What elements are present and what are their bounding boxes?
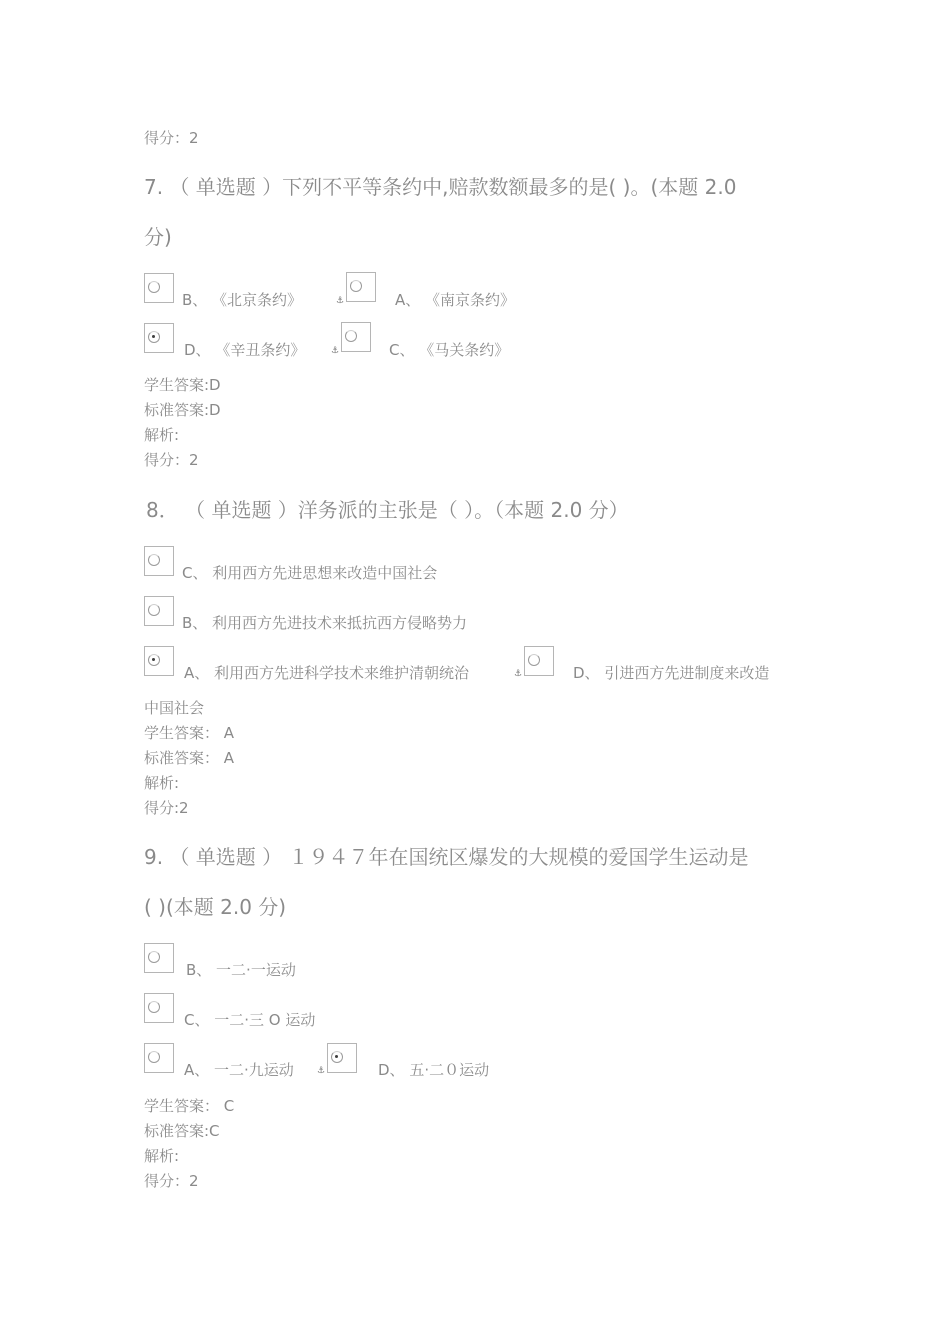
- q7-option-b-label: B、 《北京条约》: [182, 291, 303, 309]
- q9-option-a-radio[interactable]: [144, 1043, 174, 1073]
- question-9-title: 9. （ 单选题 ） １９４７年在国统区爆发的大规模的爱国学生运动是: [144, 845, 749, 869]
- q8-option-d-label: D、 引进西方先进制度来改造: [573, 664, 770, 682]
- standard-answer: 标准答案： A: [144, 749, 235, 767]
- q8-option-a-radio[interactable]: [144, 646, 174, 676]
- question-8-title: 8． （ 单选题 ）洋务派的主张是（ ）。（本题 2.0 分）: [146, 498, 629, 522]
- q7-option-a-radio[interactable]: [346, 272, 376, 302]
- radio-unchecked-icon: [148, 554, 160, 566]
- q7-option-d-radio[interactable]: [144, 323, 174, 353]
- anchor-icon: ⚓: [514, 669, 523, 679]
- question-7-title: 7. （ 单选题 ）下列不平等条约中,赔款数额最多的是( )。(本题 2.0: [144, 175, 737, 199]
- radio-checked-icon: [148, 654, 160, 666]
- q9-option-c-radio[interactable]: [144, 993, 174, 1023]
- q8-option-d-radio[interactable]: [524, 646, 554, 676]
- q8-option-b-label: B、 利用西方先进技术来抵抗西方侵略势力: [182, 614, 468, 632]
- q8-option-b-radio[interactable]: [144, 596, 174, 626]
- q8-option-a-label: A、 利用西方先进科学技术来维护清朝统治: [184, 664, 470, 682]
- question-7-title-continued: 分): [144, 225, 172, 249]
- q9-option-b-radio[interactable]: [144, 943, 174, 973]
- score-text: 得分：2: [144, 1172, 199, 1190]
- standard-answer: 标准答案:D: [144, 401, 221, 419]
- question-9-title-continued: ( )(本题 2.0 分): [144, 895, 287, 919]
- radio-unchecked-icon: [148, 604, 160, 616]
- student-answer: 学生答案： C: [144, 1097, 235, 1115]
- q8-option-d-label-continued: 中国社会: [144, 699, 205, 717]
- radio-checked-icon: [331, 1051, 343, 1063]
- q9-option-d-label: D、 五·二０运动: [378, 1061, 490, 1079]
- analysis-label: 解析:: [144, 774, 180, 792]
- radio-unchecked-icon: [148, 281, 160, 293]
- student-answer: 学生答案:D: [144, 376, 221, 394]
- q8-option-c-label: C、 利用西方先进思想来改造中国社会: [182, 564, 438, 582]
- radio-unchecked-icon: [148, 1001, 160, 1013]
- analysis-label: 解析:: [144, 1147, 180, 1165]
- q7-option-c-label: C、 《马关条约》: [389, 341, 510, 359]
- radio-unchecked-icon: [148, 1051, 160, 1063]
- analysis-label: 解析:: [144, 426, 180, 444]
- score-text: 得分:2: [144, 799, 189, 817]
- student-answer: 学生答案： A: [144, 724, 235, 742]
- q9-option-b-label: B、 一二·一运动: [186, 961, 296, 979]
- radio-unchecked-icon: [350, 280, 362, 292]
- anchor-icon: ⚓: [317, 1066, 326, 1076]
- q9-option-c-label: C、 一二·三 O 运动: [184, 1011, 316, 1029]
- q9-option-a-label: A、 一二·九运动: [184, 1061, 294, 1079]
- q7-option-b-radio[interactable]: [144, 273, 174, 303]
- q9-option-d-radio[interactable]: [327, 1043, 357, 1073]
- standard-answer: 标准答案:C: [144, 1122, 220, 1140]
- q7-option-c-radio[interactable]: [341, 322, 371, 352]
- radio-unchecked-icon: [528, 654, 540, 666]
- q8-option-c-radio[interactable]: [144, 546, 174, 576]
- score-text: 得分：2: [144, 451, 199, 469]
- radio-unchecked-icon: [345, 330, 357, 342]
- radio-checked-icon: [148, 331, 160, 343]
- anchor-icon: ⚓: [336, 296, 345, 306]
- anchor-icon: ⚓: [331, 346, 340, 356]
- q7-option-d-label: D、 《辛丑条约》: [184, 341, 306, 359]
- q7-option-a-label: A、 《南京条约》: [395, 291, 516, 309]
- radio-unchecked-icon: [148, 951, 160, 963]
- score-text: 得分：2: [144, 129, 199, 147]
